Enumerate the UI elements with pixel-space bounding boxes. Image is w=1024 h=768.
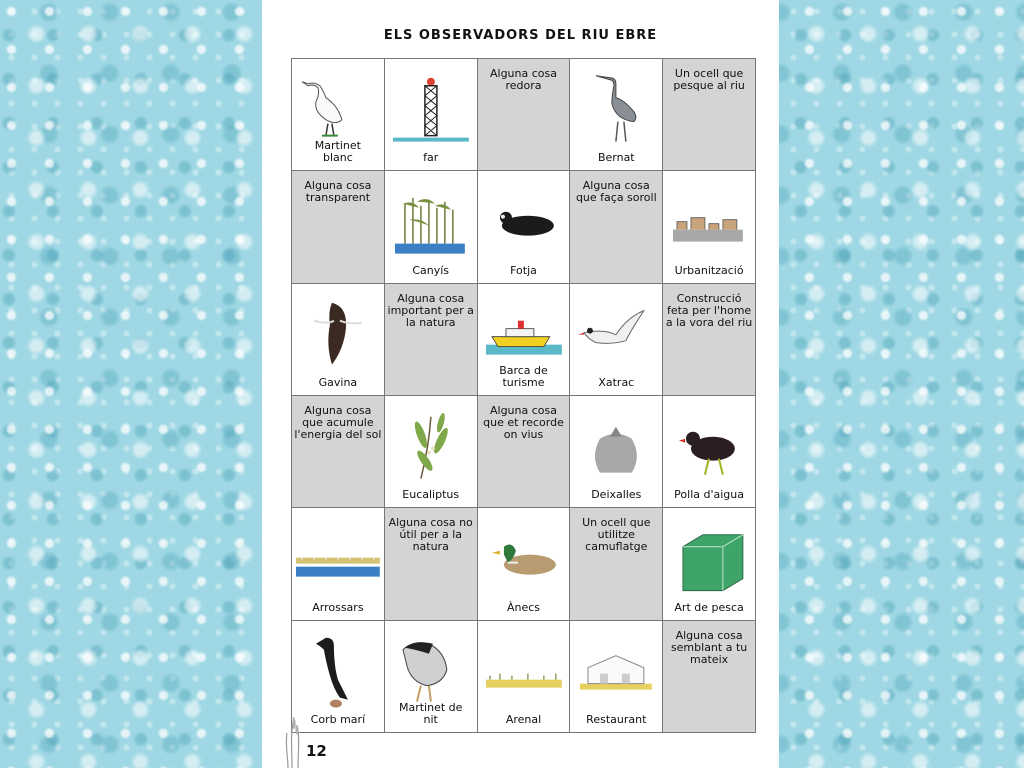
cell-prompt-text: Un ocell que pesque al riu — [673, 67, 745, 92]
cell-caption: Martinet de nit — [398, 701, 463, 726]
cell-prompt-text: Alguna cosa que faça soroll — [575, 179, 657, 205]
cell-caption: Restaurant — [586, 713, 647, 726]
cell-caption: far — [423, 151, 439, 165]
page-number: 12 — [306, 742, 327, 760]
grid-cell-9 — [570, 171, 663, 283]
grid-cell-18 — [478, 396, 571, 508]
grid-cell-1 — [292, 59, 385, 171]
grid-cell-27 — [385, 621, 478, 733]
cell-prompt-text: Alguna cosa no útil per a la natura — [388, 516, 473, 554]
cell-caption: Polla d'aigua — [674, 488, 744, 502]
cell-prompt-text: Alguna cosa que acumule l'energia del sol — [294, 404, 382, 441]
cell-caption: Art de pesca — [674, 600, 744, 614]
cell-caption: Arrossars — [312, 600, 364, 614]
cell-caption: Fotja — [510, 263, 537, 277]
grid-cell-17 — [385, 396, 478, 508]
grid-cell-16 — [292, 396, 385, 508]
cell-caption: Bernat — [597, 151, 635, 165]
cell-prompt-text: Alguna cosa semblant a tu mateix — [670, 628, 748, 666]
bingo-grid — [291, 58, 756, 733]
grid-cell-13 — [478, 284, 571, 396]
grid-cell-15 — [663, 284, 756, 396]
grid-cell-30 — [663, 621, 756, 733]
grid-cell-5 — [663, 59, 756, 171]
grid-cell-12 — [385, 284, 478, 396]
cell-caption: Eucaliptus — [402, 488, 460, 502]
grid-cell-24 — [570, 508, 663, 620]
grid-cell-20 — [663, 396, 756, 508]
cell-prompt-text: Alguna cosa transparent — [304, 179, 372, 205]
cell-prompt-text: Alguna cosa important per a la natura — [387, 291, 474, 329]
cell-caption: Xatrac — [598, 376, 635, 389]
page-title: ELS OBSERVADORS DEL RIU EBRE — [383, 28, 658, 43]
grid-cell-29 — [570, 621, 663, 733]
cell-caption: Martinet blanc — [314, 139, 361, 165]
grid-cell-19 — [570, 396, 663, 508]
grid-cell-8 — [478, 171, 571, 283]
cell-caption: Corb marí — [310, 713, 366, 726]
grid-cell-7 — [385, 171, 478, 283]
grid-cell-23 — [478, 508, 571, 620]
grid-cell-11 — [292, 284, 385, 396]
grid-cell-4 — [570, 59, 663, 171]
cell-prompt-text: Construcció feta per l'home a la vora del riu — [665, 291, 753, 329]
grid-cell-3 — [478, 59, 571, 171]
grid-cell-10 — [663, 171, 756, 283]
cell-caption: Canyís — [412, 263, 450, 277]
grid-cell-21 — [292, 508, 385, 620]
cell-caption: Deixalles — [591, 488, 642, 502]
grid-cell-2 — [385, 59, 478, 171]
cell-prompt-text: Alguna cosa redora — [489, 67, 557, 92]
grid-cell-28 — [478, 621, 571, 733]
worksheet-page — [262, 0, 779, 768]
cell-caption: Arenal — [505, 713, 542, 726]
grid-cell-14 — [570, 284, 663, 396]
grid-cell-6 — [292, 171, 385, 283]
cell-caption: Gavina — [318, 376, 358, 389]
cell-caption: Urbanització — [674, 263, 744, 277]
cell-prompt-text: Alguna cosa que et recorde on vius — [483, 404, 564, 441]
cell-caption: Ànecs — [506, 600, 541, 614]
cell-prompt-text: Un ocell que utilitze camuflatge — [582, 516, 651, 554]
grid-cell-22 — [385, 508, 478, 620]
cell-caption: Barca de turisme — [499, 364, 548, 389]
grid-cell-25 — [663, 508, 756, 620]
